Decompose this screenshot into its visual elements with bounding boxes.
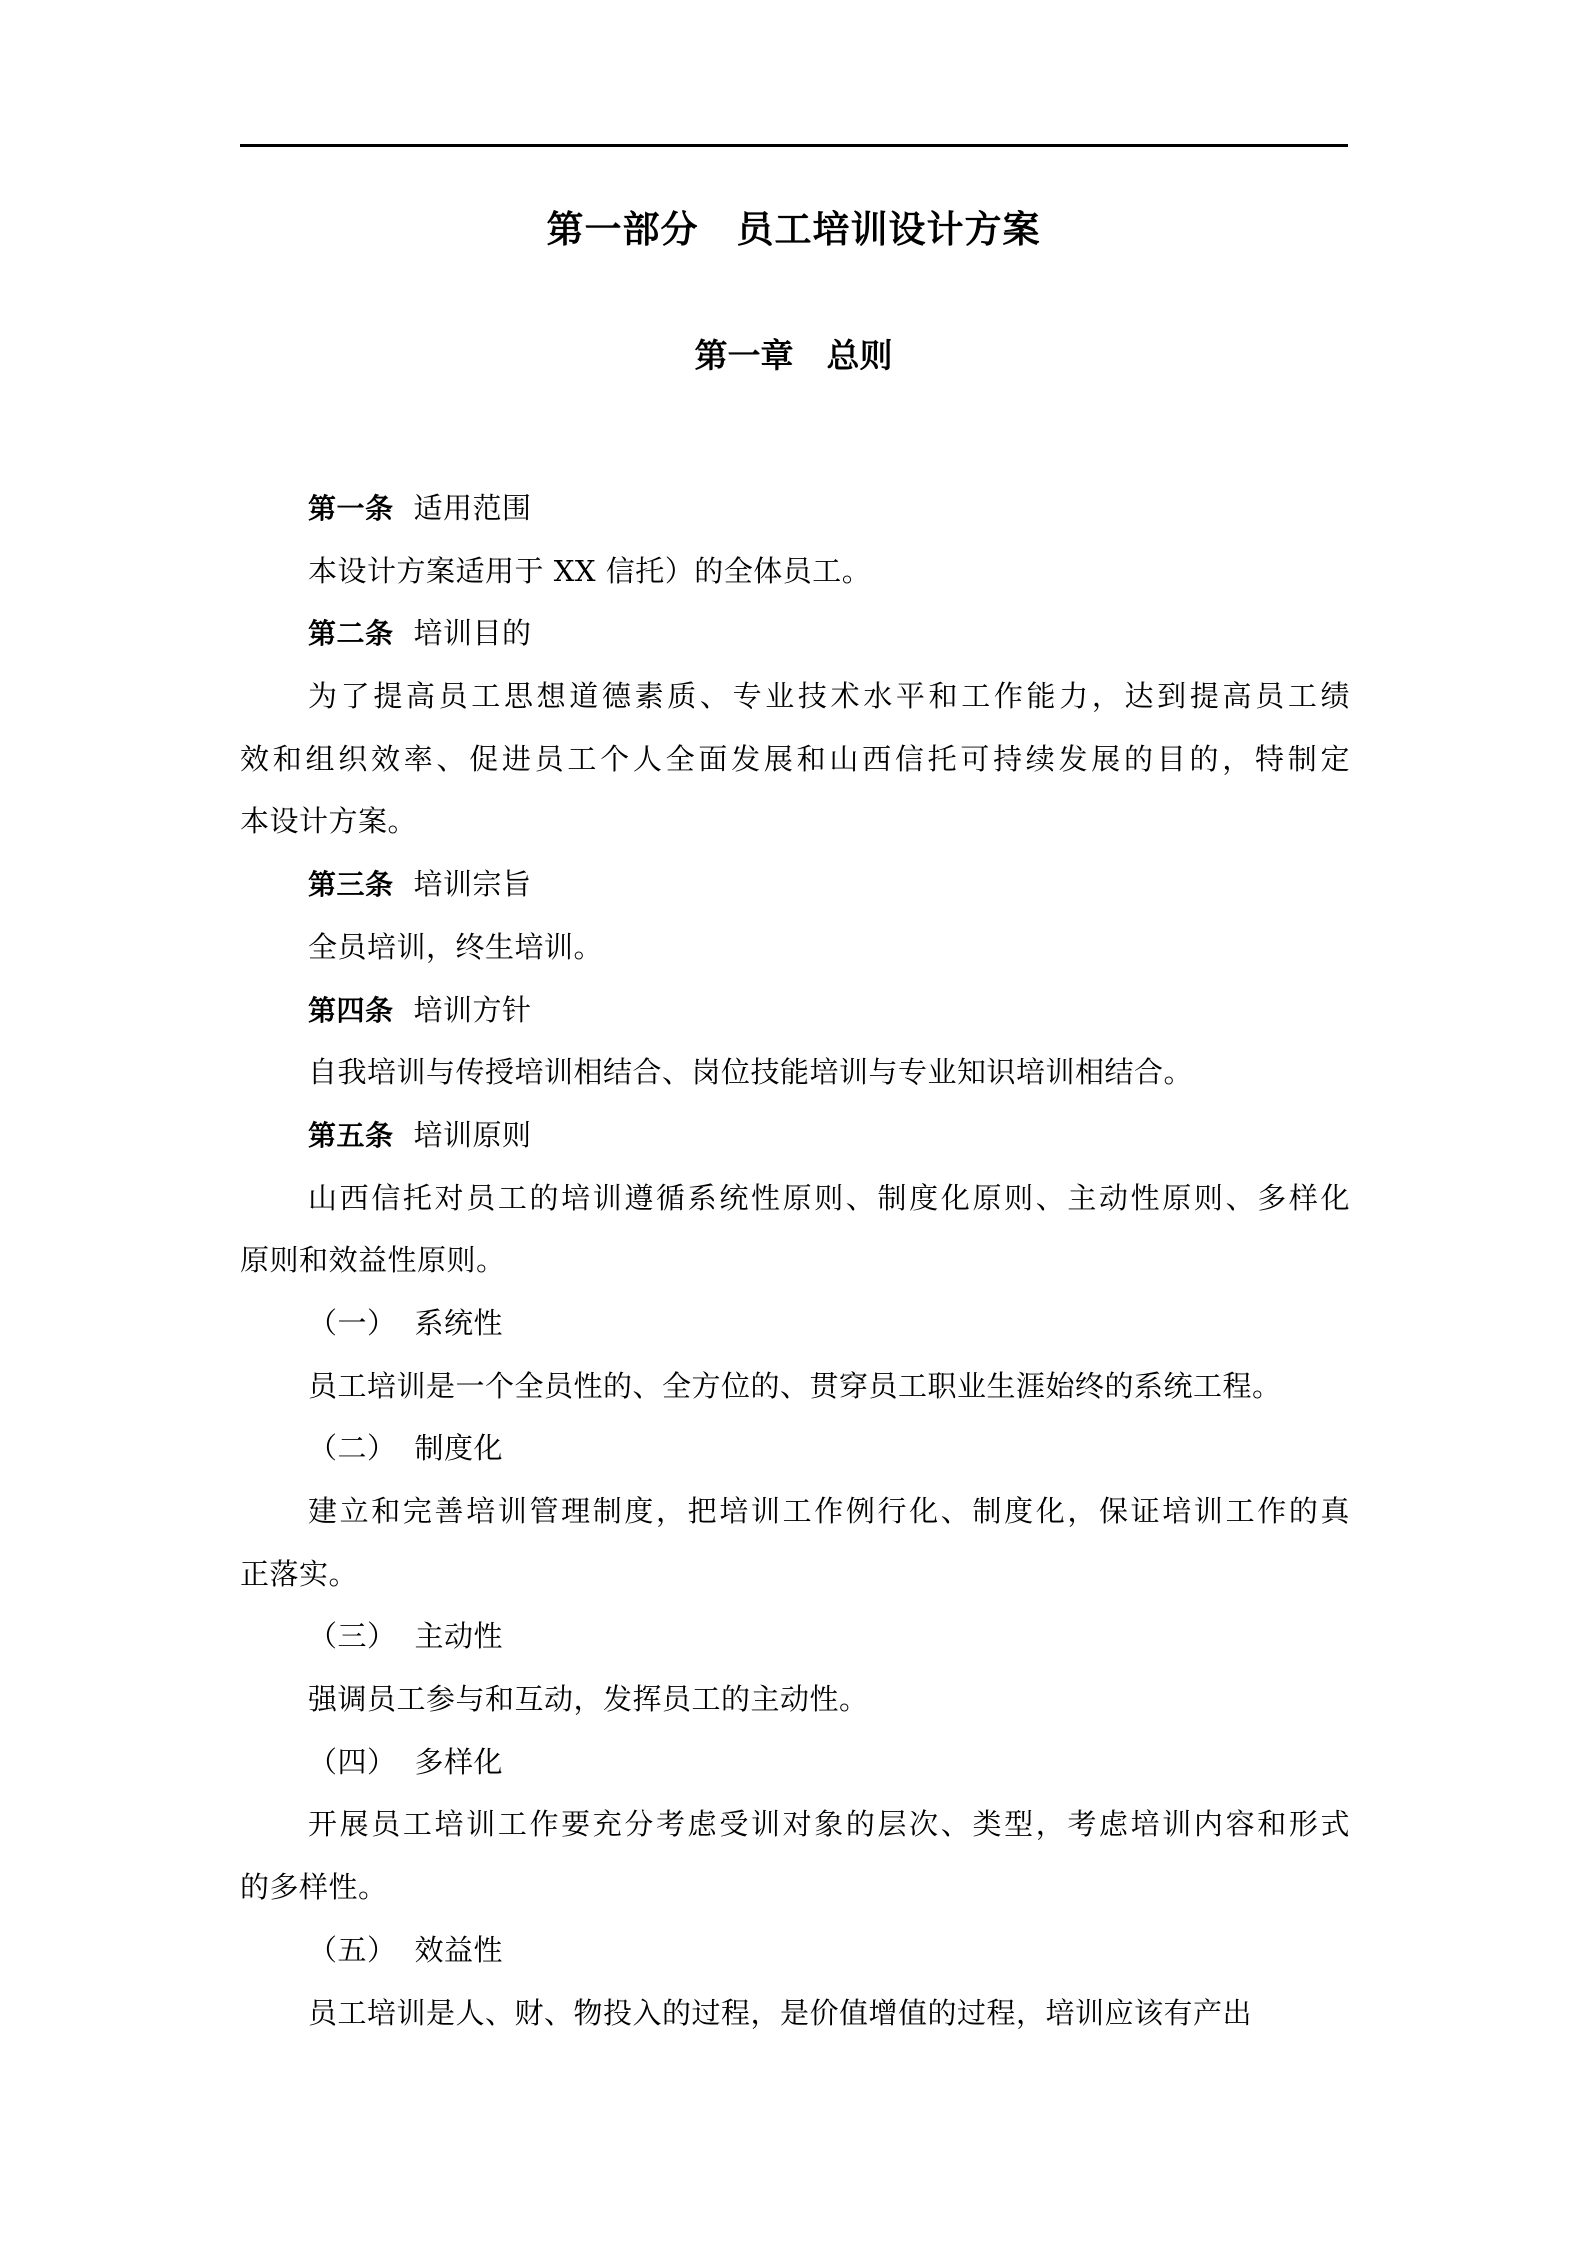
paragraph-line: 员工培训是一个全员性的、全方位的、贯穿员工职业生涯始终的系统工程。 <box>308 1368 1282 1403</box>
article-heading <box>240 609 1350 672</box>
document-body <box>240 484 1350 2051</box>
paragraph-line: 的多样性。 <box>240 1870 388 1905</box>
article-number: 第二条 <box>308 617 394 651</box>
paragraph-line: 建立和完善培训管理制度，把培训工作例行化、制度化，保证培训工作的真 <box>308 1494 1350 1528</box>
paragraph-line: 员工培训是人、财、物投入的过程，是价值增值的过程，培训应该有产出 <box>308 1995 1253 2030</box>
paragraph-line: 本设计方案。 <box>240 804 418 839</box>
paragraph-line: 为了提高员工思想道德素质、专业技术水平和工作能力，达到提高员工绩 <box>308 679 1350 714</box>
article-number: 第三条 <box>308 868 394 902</box>
principle-number: （五） <box>308 1932 397 1967</box>
principle-heading <box>240 1738 1350 1801</box>
header-rule <box>240 144 1348 147</box>
paragraph-line: 开展员工培训工作要充分考虑受训对象的层次、类型，考虑培训内容和形式 <box>308 1807 1350 1842</box>
paragraph-line: 山西信托对员工的培训遵循系统性原则、制度化原则、主动性原则、多样化 <box>308 1180 1350 1215</box>
paragraph-line: 本设计方案适用于 XX 信托）的全体员工。 <box>308 553 872 588</box>
principle-number: （三） <box>308 1619 397 1654</box>
paragraph-line: 正落实。 <box>240 1556 359 1591</box>
paragraph-line: 自我培训与传授培训相结合、岗位技能培训与专业知识培训相结合。 <box>308 1055 1194 1090</box>
principle-title: 主动性 <box>414 1619 504 1654</box>
article-number: 第一条 <box>308 492 394 525</box>
paragraph-line: 全员培训，终生培训。 <box>308 929 604 964</box>
article-number: 第五条 <box>308 1118 394 1152</box>
article-heading <box>240 986 1350 1049</box>
article-number: 第四条 <box>308 993 394 1027</box>
principle-title: 制度化 <box>414 1431 504 1466</box>
part-title: 第一部分 员工培训设计方案 <box>546 208 1041 251</box>
article-heading <box>240 484 1350 547</box>
article-title: 适用范围 <box>413 491 532 525</box>
principle-heading <box>240 1299 1350 1362</box>
principle-title: 系统性 <box>414 1305 504 1340</box>
article-title: 培训目的 <box>413 616 532 651</box>
principle-number: （四） <box>308 1744 397 1779</box>
article-title: 培训宗旨 <box>413 867 532 902</box>
article-title: 培训原则 <box>413 1117 532 1152</box>
principle-title: 效益性 <box>414 1932 504 1967</box>
article-heading <box>240 1111 1350 1174</box>
paragraph-line: 效和组织效率、促进员工个人全面发展和山西信托可持续发展的目的，特制定 <box>240 741 1350 776</box>
principle-number: （一） <box>308 1305 397 1340</box>
article-title: 培训方针 <box>413 992 532 1027</box>
article-heading <box>240 860 1350 923</box>
principle-heading <box>240 1612 1350 1675</box>
paragraph-line: 强调员工参与和互动，发挥员工的主动性。 <box>308 1682 869 1717</box>
principle-title: 多样化 <box>414 1744 504 1779</box>
paragraph-line: 原则和效益性原则。 <box>240 1243 506 1278</box>
chapter-title: 第一章 总则 <box>694 336 893 375</box>
principle-heading <box>240 1926 1350 1989</box>
principle-heading <box>240 1424 1350 1487</box>
principle-number: （二） <box>308 1431 397 1466</box>
